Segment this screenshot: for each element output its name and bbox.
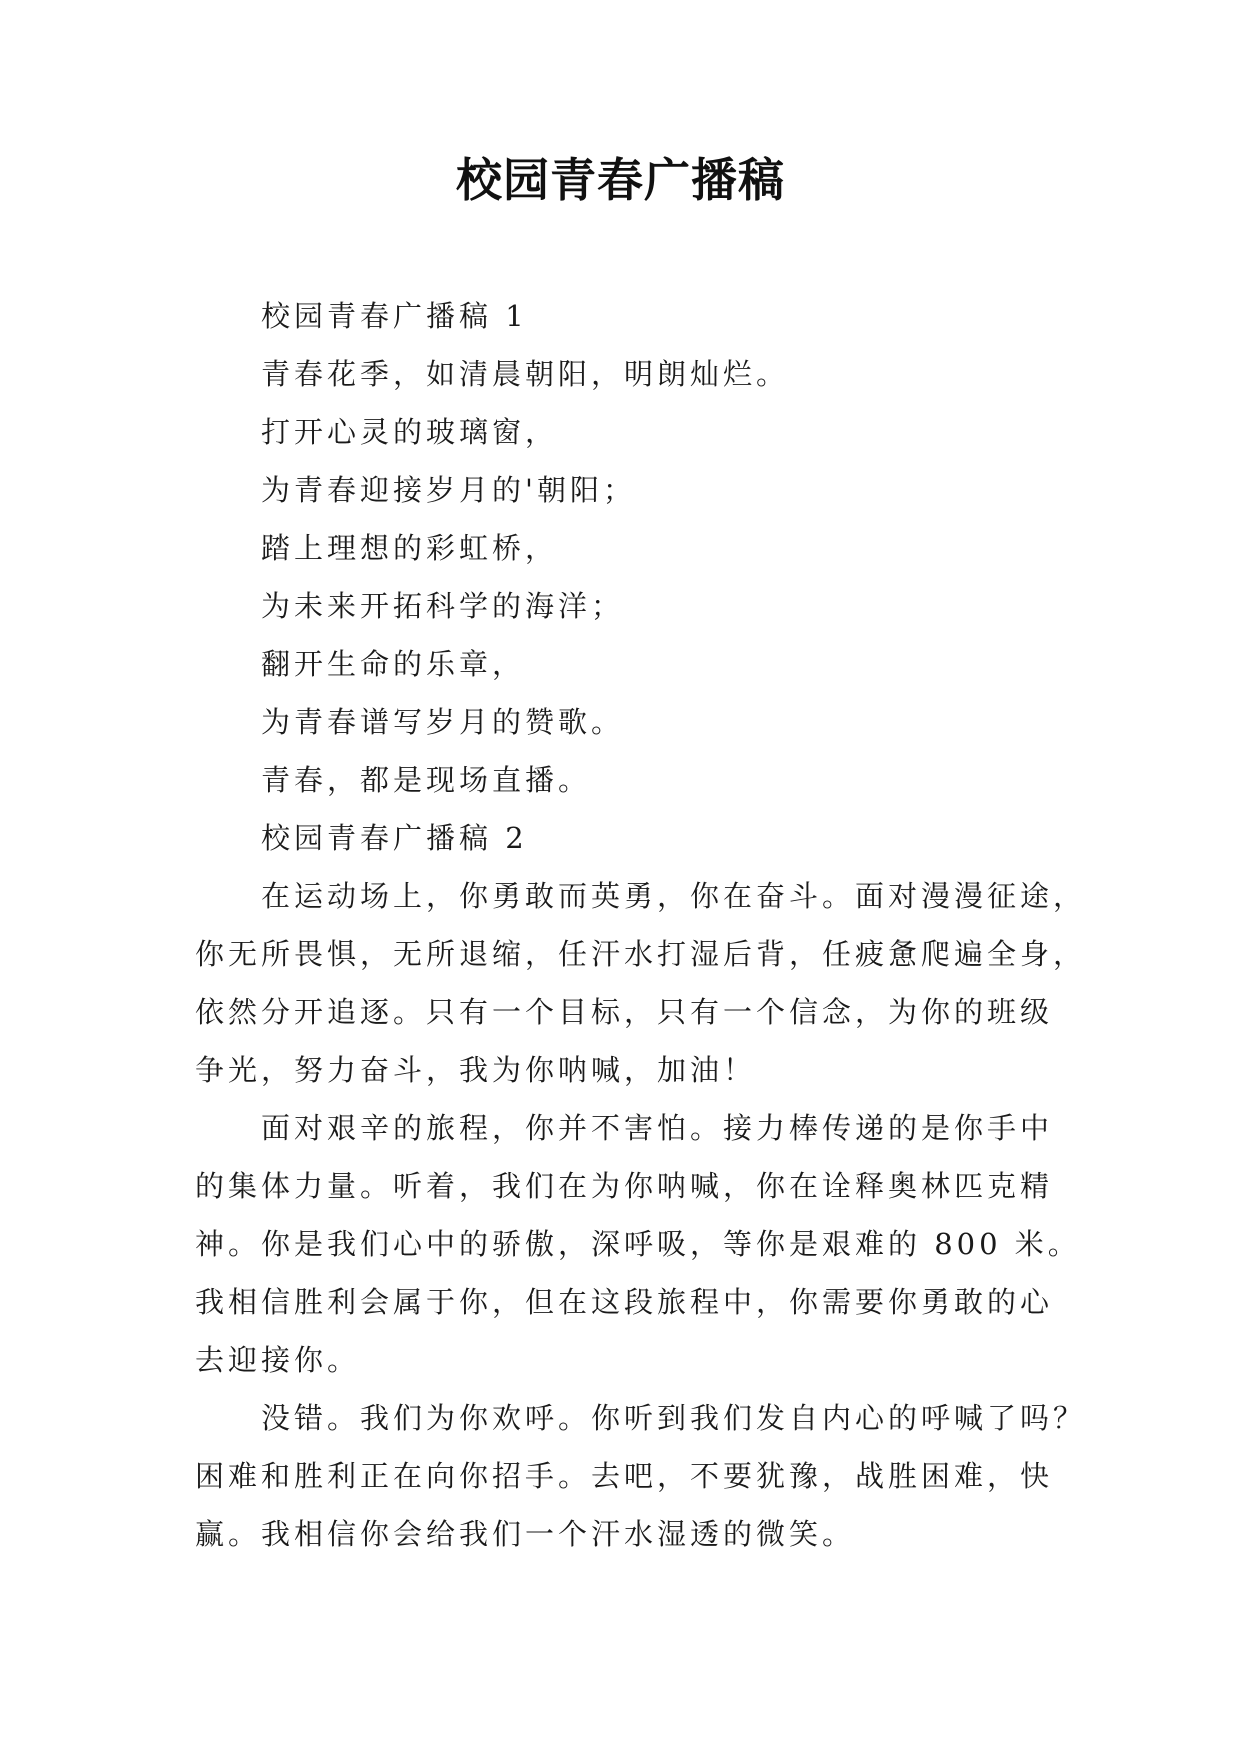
paragraph-line: 困难和胜利正在向你招手。去吧，不要犹豫，战胜困难，快 [195, 1459, 1054, 1493]
poem-line: 青春，都是现场直播。 [261, 763, 592, 797]
paragraph-line: 你无所畏惧，无所退缩，任汗水打湿后背，任疲惫爬遍全身， [195, 937, 1087, 971]
paragraph-line: 依然分开追逐。只有一个目标，只有一个信念，为你的班级 [195, 995, 1054, 1029]
paragraph-line: 去迎接你。 [195, 1343, 361, 1377]
poem-line: 为青春迎接岁月的'朝阳； [261, 473, 636, 507]
section-heading-1: 校园青春广播稿 1 [261, 299, 528, 333]
poem-line: 踏上理想的彩虹桥， [261, 531, 559, 565]
paragraph [195, 867, 1087, 1099]
paragraph-line: 面对艰辛的旅程，你并不害怕。接力棒传递的是你手中 [261, 1111, 1054, 1145]
paragraph-line: 没错。我们为你欢呼。你听到我们发自内心的呼喊了吗？ [261, 1401, 1087, 1435]
paragraph [195, 1389, 1087, 1563]
paragraph-line: 争光，努力奋斗，我为你呐喊，加油！ [195, 1053, 757, 1087]
paragraph-line: 神。你是我们心中的骄傲，深呼吸，等你是艰难的 800 米。 [195, 1227, 1081, 1261]
paragraph-line: 赢。我相信你会给我们一个汗水湿透的微笑。 [195, 1517, 856, 1551]
poem-line: 为青春谱写岁月的赞歌。 [261, 705, 625, 739]
paragraph-line: 在运动场上，你勇敢而英勇，你在奋斗。面对漫漫征途， [261, 879, 1087, 913]
document-body [195, 287, 1087, 1563]
document-title: 校园青春广播稿 [456, 153, 785, 207]
poem-line: 青春花季，如清晨朝阳，明朗灿烂。 [261, 357, 790, 391]
paragraph-line: 的集体力量。听着，我们在为你呐喊，你在诠释奥林匹克精 [195, 1169, 1054, 1203]
paragraph [195, 1099, 1081, 1389]
poem-line: 翻开生命的乐章， [261, 647, 526, 681]
section-heading-2: 校园青春广播稿 2 [261, 821, 528, 855]
paragraph-line: 我相信胜利会属于你，但在这段旅程中，你需要你勇敢的心 [195, 1285, 1054, 1319]
poem-line: 打开心灵的玻璃窗， [261, 415, 559, 449]
poem-line: 为未来开拓科学的海洋； [261, 589, 625, 623]
